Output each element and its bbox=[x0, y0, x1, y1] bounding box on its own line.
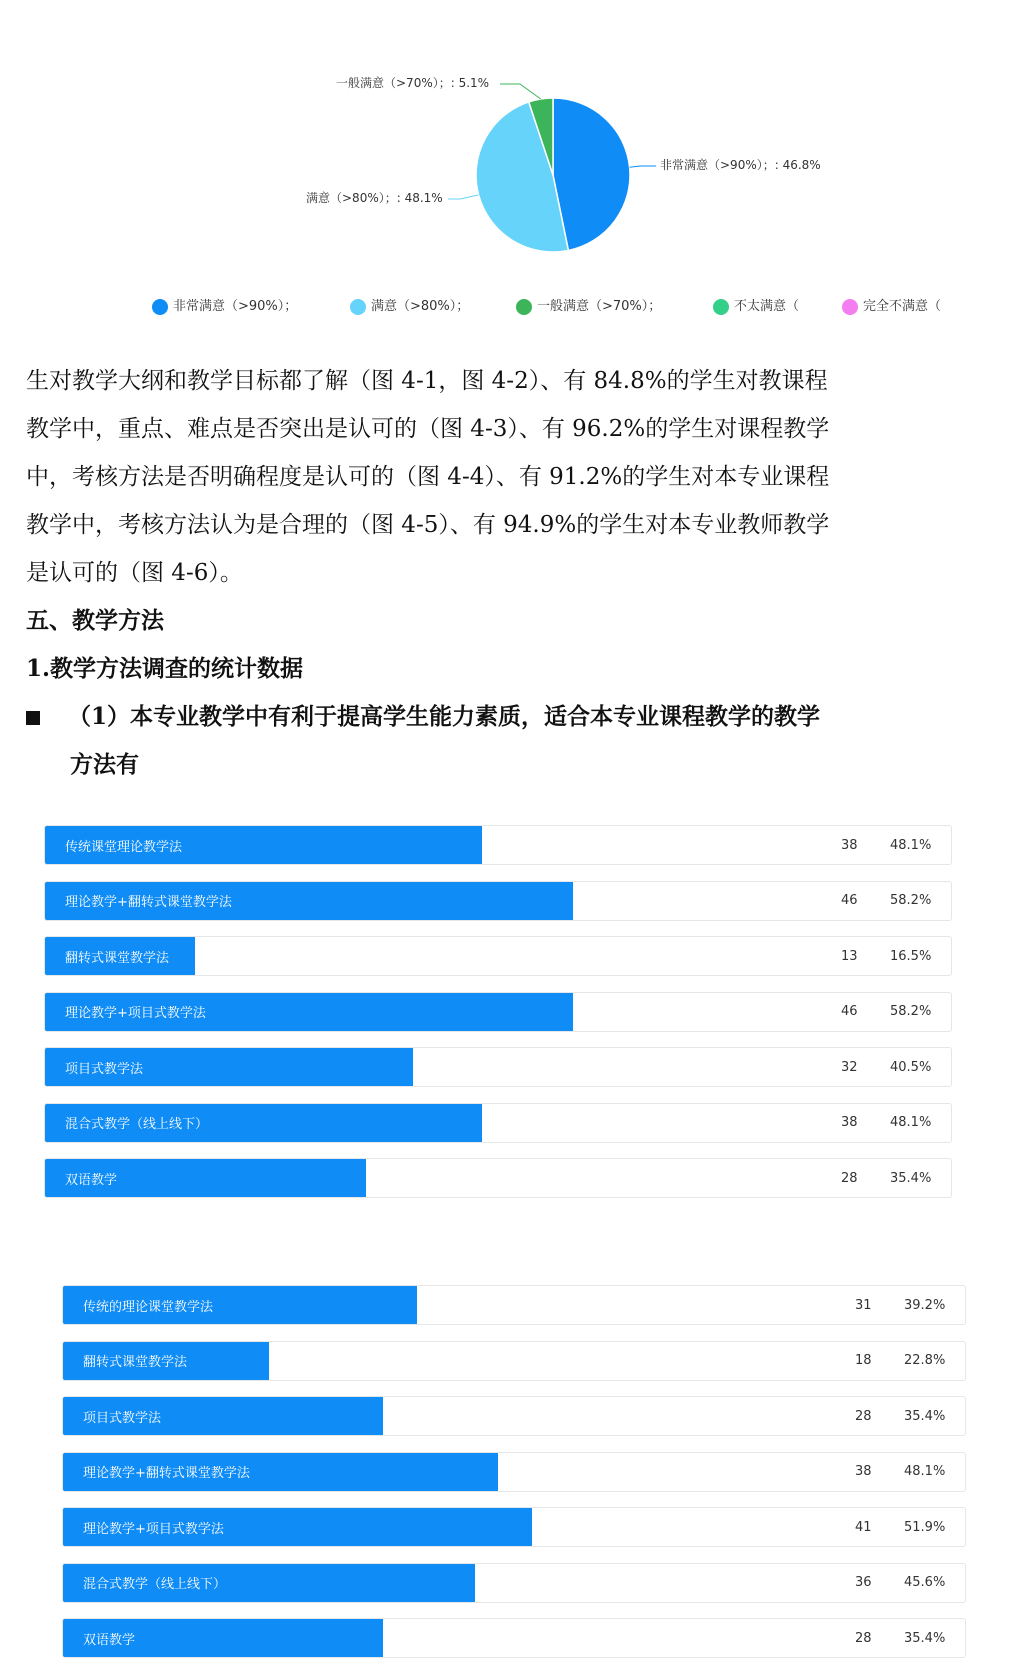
legend-item-not-at-all[interactable] bbox=[842, 298, 941, 316]
bar-percentage: 45.6% bbox=[904, 1575, 946, 1590]
bar-label: 理论教学+翻转式课堂教学法 bbox=[83, 1466, 250, 1481]
legend-dot-icon bbox=[152, 299, 168, 315]
pie-label-satisfied: 满意（>80%）；: 48.1% bbox=[306, 191, 443, 205]
bar-percentage: 58.2% bbox=[890, 1004, 932, 1019]
bar-label: 双语教学 bbox=[65, 1172, 118, 1188]
legend-label: 一般满意（>70%）； bbox=[537, 299, 662, 314]
bar-percentage: 48.1% bbox=[904, 1464, 946, 1479]
bar-percentage: 16.5% bbox=[890, 948, 932, 964]
bar-count: 38 bbox=[855, 1464, 872, 1479]
pie-label-general: 一般满意（>70%）；: 5.1% bbox=[336, 76, 490, 90]
bar-percentage: 48.1% bbox=[890, 1115, 932, 1130]
bar-count: 28 bbox=[841, 1170, 858, 1186]
square-bullet-icon bbox=[26, 711, 40, 725]
question-line-1: （1）本专业教学中有利于提高学生能力素质，适合本专业课程教学的教学 bbox=[68, 703, 821, 730]
bar-label: 传统课堂理论教学法 bbox=[65, 839, 183, 855]
bar-label: 项目式教学法 bbox=[65, 1061, 144, 1077]
bar-count: 38 bbox=[841, 1115, 858, 1130]
bar-percentage: 48.1% bbox=[890, 837, 932, 853]
bar-count: 18 bbox=[855, 1353, 872, 1368]
bar-count: 46 bbox=[841, 1004, 858, 1019]
bar-count: 38 bbox=[841, 837, 858, 853]
bar-row bbox=[44, 825, 952, 865]
bar-row bbox=[62, 1563, 966, 1603]
bar-percentage: 35.4% bbox=[890, 1170, 932, 1186]
bar-label: 混合式教学（线上线下） bbox=[83, 1577, 227, 1592]
body-line-5: 是认可的（图 4-6）。 bbox=[26, 560, 243, 586]
question-line-2: 方法有 bbox=[70, 751, 139, 778]
bar-label: 翻转式课堂教学法 bbox=[83, 1355, 188, 1370]
legend-label: 满意（>80%）； bbox=[371, 299, 470, 314]
legend-dot-icon bbox=[842, 299, 858, 315]
bar-label: 项目式教学法 bbox=[83, 1410, 162, 1426]
bar-row bbox=[62, 1396, 966, 1436]
bar-row bbox=[44, 1158, 952, 1198]
pie-label-very-satisfied: 非常满意（>90%）；: 46.8% bbox=[660, 158, 821, 172]
bar-count: 46 bbox=[841, 893, 858, 908]
pie-leader-very-satisfied bbox=[630, 166, 656, 167]
bar-percentage: 35.4% bbox=[904, 1408, 946, 1424]
bar-label: 传统的理论课堂教学法 bbox=[83, 1299, 214, 1315]
bar-percentage: 35.4% bbox=[904, 1630, 946, 1646]
bar-label: 理论教学+翻转式课堂教学法 bbox=[65, 895, 232, 910]
legend-item-satisfied[interactable] bbox=[350, 298, 469, 316]
pie-svg bbox=[0, 0, 1024, 330]
body-line-3: 中，考核方法是否明确程度是认可的（图 4-4）、有 91.2%的学生对本专业课程 bbox=[26, 464, 830, 490]
bar-row bbox=[62, 1618, 966, 1658]
body-line-2: 教学中，重点、难点是否突出是认可的（图 4-3）、有 96.2%的学生对课程教学 bbox=[26, 416, 830, 442]
legend-dot-icon bbox=[713, 299, 729, 315]
legend-dot-icon bbox=[516, 299, 532, 315]
bar-percentage: 58.2% bbox=[890, 893, 932, 908]
body-line-4: 教学中，考核方法认为是合理的（图 4-5）、有 94.9%的学生对本专业教师教学 bbox=[26, 512, 830, 538]
bar-percentage: 40.5% bbox=[890, 1059, 932, 1075]
bar-row bbox=[44, 1047, 952, 1087]
bar-count: 36 bbox=[855, 1575, 872, 1590]
satisfaction-pie-chart bbox=[0, 0, 1024, 330]
legend-label: 不太满意（ bbox=[734, 299, 800, 314]
bar-percentage: 22.8% bbox=[904, 1353, 946, 1368]
bar-row bbox=[62, 1285, 966, 1325]
bar-row bbox=[62, 1507, 966, 1547]
bar-label: 翻转式课堂教学法 bbox=[65, 950, 170, 966]
bar-percentage: 39.2% bbox=[904, 1297, 946, 1313]
legend-dot-icon bbox=[350, 299, 366, 315]
section-heading-5: 五、教学方法 bbox=[26, 607, 164, 634]
teaching-methods-bar-chart-1 bbox=[44, 825, 952, 1205]
bar-row bbox=[62, 1341, 966, 1381]
bar-row bbox=[44, 881, 952, 921]
bar-label: 理论教学+项目式教学法 bbox=[65, 1006, 206, 1021]
bar-label: 理论教学+项目式教学法 bbox=[83, 1521, 224, 1537]
legend-item-very-satisfied[interactable] bbox=[152, 298, 297, 316]
bar-label: 混合式教学（线上线下） bbox=[65, 1117, 209, 1132]
bar-count: 31 bbox=[855, 1297, 872, 1313]
bar-row bbox=[44, 936, 952, 976]
bar-count: 41 bbox=[855, 1519, 872, 1535]
bar-count: 13 bbox=[841, 948, 858, 964]
legend-label: 非常满意（>90%）； bbox=[173, 299, 298, 314]
bar-count: 28 bbox=[855, 1408, 872, 1424]
legend-label: 完全不满意（ bbox=[863, 299, 942, 314]
teaching-methods-bar-chart-2 bbox=[62, 1285, 966, 1665]
legend-item-not-very[interactable] bbox=[713, 298, 799, 316]
bar-count: 32 bbox=[841, 1059, 858, 1075]
bar-row bbox=[62, 1452, 966, 1492]
legend-item-general[interactable] bbox=[516, 298, 661, 316]
bar-count: 28 bbox=[855, 1630, 872, 1646]
bar-label: 双语教学 bbox=[83, 1632, 136, 1648]
body-line-1: 生对教学大纲和教学目标都了解（图 4-1，图 4-2）、有 84.8%的学生对教课程 bbox=[26, 368, 828, 394]
bar-row bbox=[44, 1103, 952, 1143]
bar-percentage: 51.9% bbox=[904, 1519, 946, 1535]
subsection-heading-5-1: 1.教学方法调查的统计数据 bbox=[26, 655, 304, 682]
pie-leader-satisfied bbox=[448, 195, 479, 199]
pie-slice-very-satisfied[interactable] bbox=[553, 98, 630, 250]
bar-row bbox=[44, 992, 952, 1032]
pie-leader-general bbox=[500, 84, 541, 99]
